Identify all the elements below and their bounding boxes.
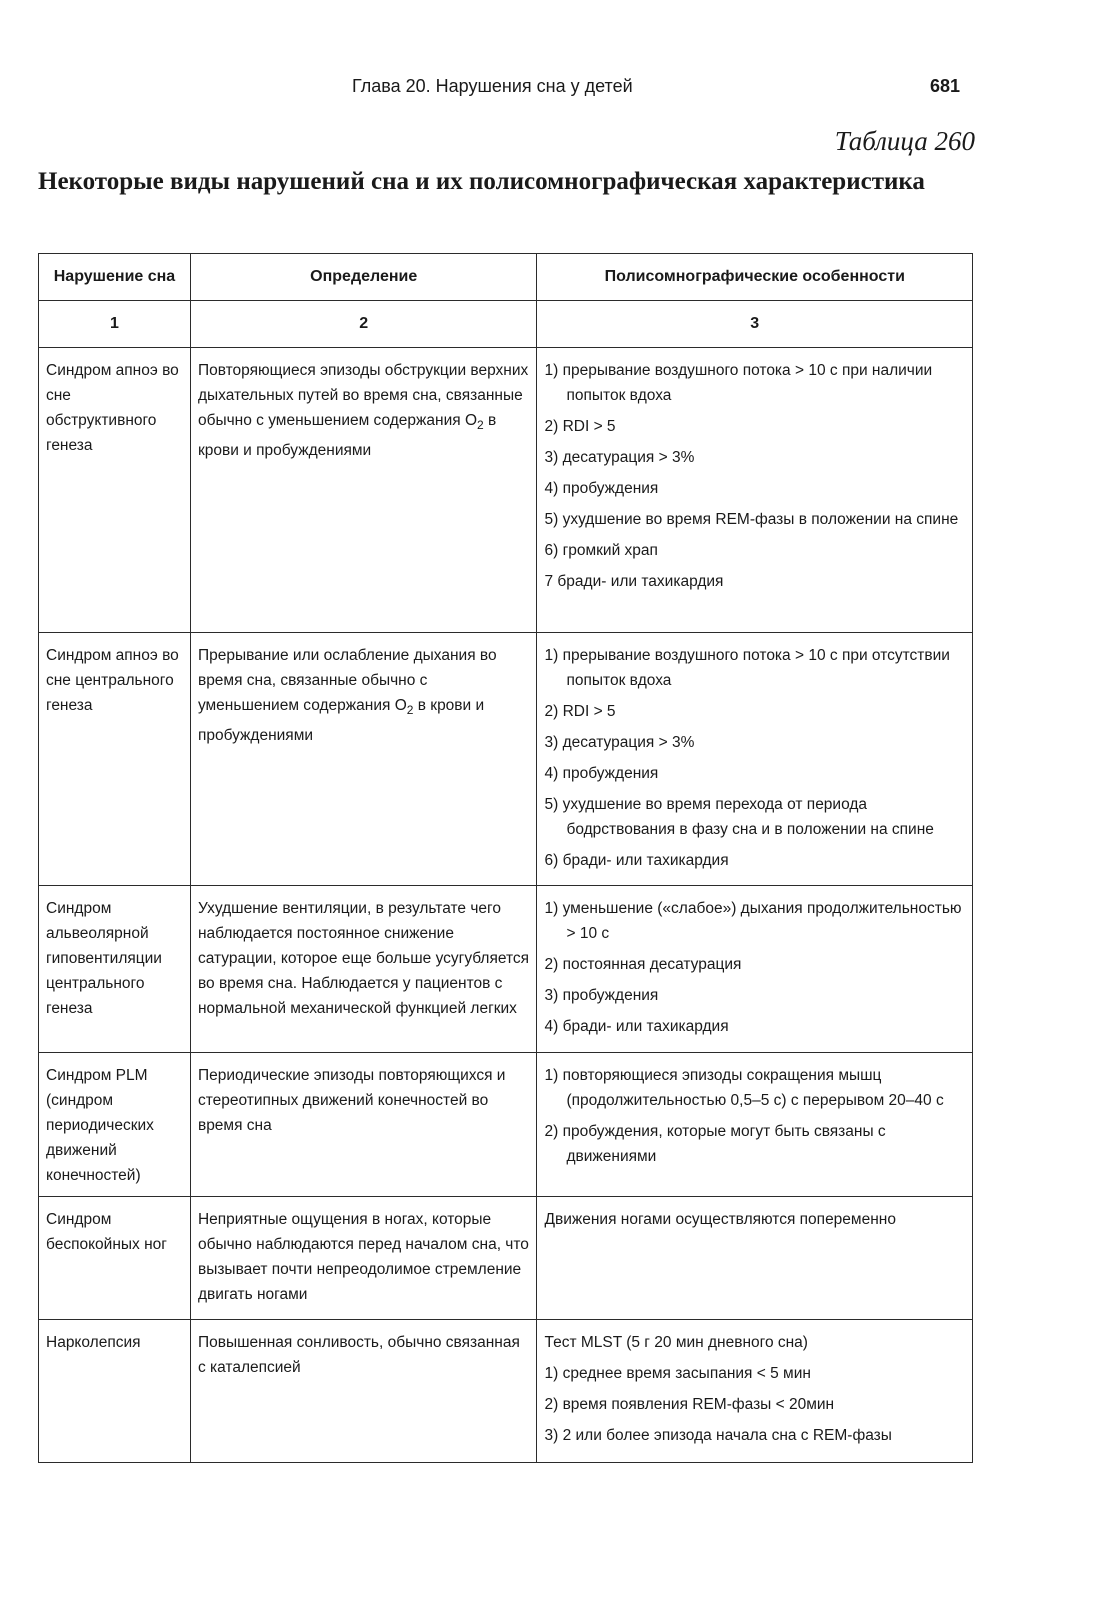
feature-item: 5) ухудшение во время перехода от периода бодрствования в фазу сна и в положении на спине [544,796,934,838]
table-title: Некоторые виды нарушений сна и их полисомнографическая характеристика [38,168,925,195]
disorder-cell: Нарколепсия [39,1320,191,1463]
feature-item: 1) прерывание воздушного потока > 10 с при отсутствии попыток вдоха [544,647,950,689]
feature-item: 6) громкий храп [544,542,658,559]
sleep-disorders-table [38,253,973,1463]
column-number: 1 [39,301,191,348]
definition-cell: Ухудшение вентиляции, в результате чего наблюдается постоянное снижение сатурации, которое еще больше усугубляется во время сна. Наблюдается у пациентов с нормальной механической функцией легких [190,886,537,1053]
definition-cell: Неприятные ощущения в ногах, которые обычно наблюдаются перед началом сна, что вызывает почти непреодолимое стремление двигать ногами [190,1197,537,1320]
disorder-cell: Синдром апноэ во сне центрального генеза [39,633,191,886]
feature-item: 1) повторяющиеся эпизоды сокращения мышц (продолжительностью 0,5–5 с) с перерывом 20–40 с [544,1067,944,1109]
definition-cell: Повышенная сонливость, обычно связанная с каталепсией [190,1320,537,1463]
feature-item: Тест MLST (5 г 20 мин дневного сна) [544,1334,808,1351]
header-features: Полисомнографические особенности [537,254,973,301]
feature-item: 4) пробуждения [544,765,659,782]
feature-item: 4) бради- или тахикардия [544,1018,729,1035]
feature-item: 5) ухудшение во время REM-фазы в положении на спине [544,511,959,528]
definition-cell: Периодические эпизоды повторяющихся и стереотипных движений конечностей во время сна [190,1053,537,1197]
table-row [39,886,973,1053]
disorder-cell: Синдром беспокойных ног [39,1197,191,1320]
feature-item: 2) RDI > 5 [544,703,616,720]
feature-item: 3) десатурация > 3% [544,734,695,751]
page-number: 681 [930,76,961,96]
table-row [39,1197,973,1320]
chapter-title: Глава 20. Нарушения сна у детей [352,76,633,96]
feature-item: 7 бради- или тахикардия [544,573,724,590]
feature-item: 2) время появления REM-фазы < 20мин [544,1396,835,1413]
features-cell [537,633,973,886]
table-row [39,633,973,886]
feature-item: 1) уменьшение («слабое») дыхания продолжительностью > 10 с [544,900,962,942]
column-number: 3 [537,301,973,348]
feature-item: 1) прерывание воздушного потока > 10 с при наличии попыток вдоха [544,362,933,404]
definition-cell: Повторяющиеся эпизоды обструкции верхних дыхательных путей во время сна, связанные обычно с уменьшением содержания $O_2$ в крови и пробуждениями [190,348,537,633]
feature-item: 1) среднее время засыпания < 5 мин [544,1365,811,1382]
running-head [0,76,1105,100]
feature-item: Движения ногами осуществляются попеременно [544,1211,896,1228]
feature-item: 4) пробуждения [544,480,659,497]
column-number-row [39,301,973,348]
table-row [39,1053,973,1197]
features-cell [537,348,973,633]
feature-item: 3) десатурация > 3% [544,449,695,466]
disorder-cell: Синдром PLM (синдром периодических движений конечностей) [39,1053,191,1197]
disorder-cell: Синдром апноэ во сне обструктивного генеза [39,348,191,633]
feature-item: 3) пробуждения [544,987,659,1004]
feature-item: 2) пробуждения, которые могут быть связаны с движениями [544,1123,886,1165]
table-row [39,1320,973,1463]
table-row [39,348,973,633]
features-cell [537,886,973,1053]
table-number: Таблица 260 [834,126,975,156]
definition-cell: Прерывание или ослабление дыхания во время сна, связанные обычно с уменьшением содержания $O_2$ в крови и пробуждениями [190,633,537,886]
header-row [39,254,973,301]
feature-item: 2) RDI > 5 [544,418,616,435]
features-cell [537,1197,973,1320]
feature-item: 6) бради- или тахикардия [544,852,729,869]
column-number: 2 [190,301,537,348]
features-cell [537,1053,973,1197]
features-cell [537,1320,973,1463]
feature-item: 3) 2 или более эпизода начала сна с REM-фазы [544,1427,892,1444]
disorder-cell: Синдром альвеолярной гиповентиляции центрального генеза [39,886,191,1053]
header-disorder: Нарушение сна [39,254,191,301]
header-definition: Определение [190,254,537,301]
feature-item: 2) постоянная десатурация [544,956,742,973]
